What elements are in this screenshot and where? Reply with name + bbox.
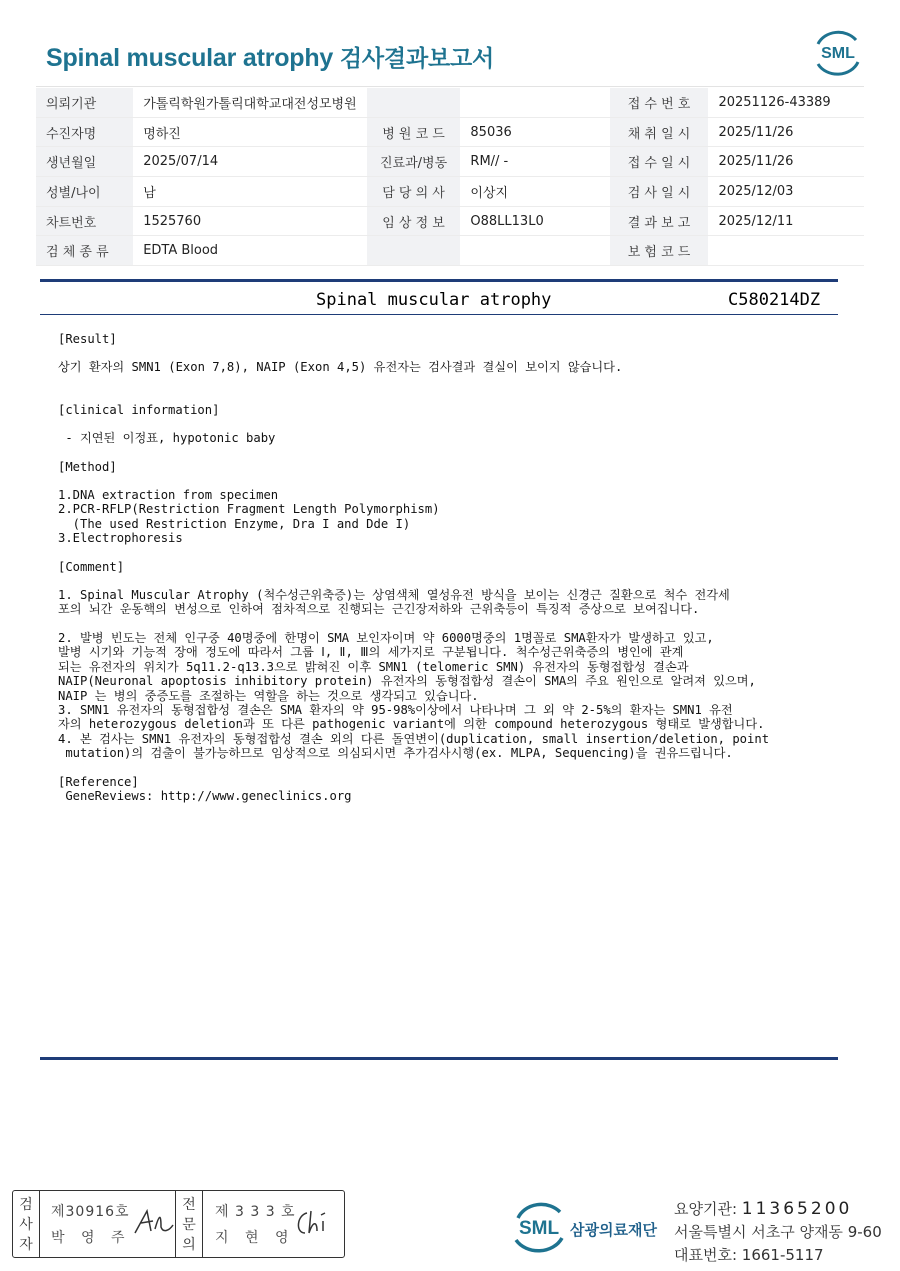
comment-line: 자의 heterozygous deletion과 또 다른 pathogenic variant에 의한 compound heterozygous 형태로 발생합니다. — [58, 717, 765, 732]
phone-label: 대표번호: — [674, 1246, 742, 1264]
clinical-heading: [clinical information] — [58, 402, 220, 417]
signature-id-2: 제 3 3 3 호 — [215, 1204, 296, 1220]
info-v3: 2025/11/26 — [708, 117, 864, 147]
phone — [674, 1244, 824, 1265]
info-row — [36, 206, 864, 236]
signature-name-2: 지 현 영 — [215, 1230, 295, 1246]
patient-info-table — [36, 88, 864, 266]
report-test-code: C580214DZ — [728, 290, 821, 310]
report-top-rule — [40, 279, 838, 282]
info-v1: 1525760 — [133, 206, 367, 236]
info-v2: 이상지 — [460, 177, 609, 207]
report-body — [58, 332, 838, 803]
signature-box — [12, 1190, 345, 1258]
signature-scribble-2-icon — [293, 1207, 339, 1239]
info-v1: EDTA Blood — [133, 236, 367, 266]
info-v3: 2025/12/03 — [708, 177, 864, 207]
info-v3: 2025/12/11 — [708, 206, 864, 236]
info-l2: 임 상 정 보 — [367, 206, 461, 236]
method-line: 2.PCR-RFLP(Restriction Fragment Length Polymorphism) — [58, 502, 440, 517]
comment-line: NAIP(Neuronal apoptosis inhibitory protein) 유전자의 동형접합성 결손이 SMA의 주요 원인으로 알려져 있으며, — [58, 674, 756, 689]
info-l1: 의뢰기관 — [36, 88, 133, 117]
signature-scribble-1-icon — [131, 1205, 175, 1239]
signature-label-cell-1 — [13, 1191, 40, 1257]
sml-logo-icon — [812, 30, 864, 76]
info-l1: 생년월일 — [36, 147, 133, 177]
info-v1: 명하진 — [133, 117, 367, 147]
result-heading: [Result] — [58, 332, 117, 346]
info-row — [36, 88, 864, 117]
signature-name-1: 박 영 주 — [51, 1230, 131, 1246]
info-v2: 85036 — [460, 117, 609, 147]
sml-footer-logo-icon — [510, 1198, 568, 1256]
info-l3: 채 취 일 시 — [610, 117, 709, 147]
report-bottom-rule — [40, 1057, 838, 1060]
comment-paragraph-1 — [58, 588, 838, 617]
signature-label-1: 검 사 자 — [19, 1197, 33, 1253]
header-divider — [36, 86, 864, 87]
info-v2: RM// - — [460, 147, 609, 177]
comment-line: 2. 발병 빈도는 전체 인구중 40명중에 한명이 SMA 보인자이며 약 6000명중의 1명꼴로 SMA환자가 발생하고 있고, — [58, 630, 714, 645]
info-v1: 2025/07/14 — [133, 147, 367, 177]
info-l2: 진료과/병동 — [367, 147, 461, 177]
title-korean: 검사결과보고서 — [339, 46, 495, 72]
info-l3: 검 사 일 시 — [610, 177, 709, 207]
phone-value: 1661-5117 — [741, 1246, 824, 1264]
address: 서울특별시 서초구 양재동 9-60 — [674, 1223, 882, 1241]
method-heading: [Method] — [58, 459, 117, 474]
info-l2: 담 당 의 사 — [367, 177, 461, 207]
comment-line: mutation)의 검출이 불가능하므로 임상적으로 의심되시면 추가검사시행(ex. MLPA, Sequencing)을 권유드립니다. — [58, 746, 733, 761]
comment-paragraph-2 — [58, 631, 838, 761]
info-row — [36, 177, 864, 207]
info-l1: 차트번호 — [36, 206, 133, 236]
info-l3: 보 험 코 드 — [610, 236, 709, 266]
info-v3 — [708, 236, 864, 266]
info-l2 — [367, 88, 461, 117]
info-l2 — [367, 236, 461, 266]
info-v1: 남 — [133, 177, 367, 207]
page-title — [46, 40, 494, 73]
info-row — [36, 117, 864, 147]
footer-logo-text: SML — [518, 1218, 560, 1239]
institution-code-label: 요양기관: — [674, 1200, 742, 1218]
reference-heading: [Reference] — [58, 774, 139, 789]
signature-id-1: 제30916호 — [51, 1204, 130, 1220]
method-line: 1.DNA extraction from specimen — [58, 488, 279, 503]
info-row — [36, 236, 864, 266]
title-english: Spinal muscular atrophy — [46, 44, 334, 72]
info-l3: 접 수 일 시 — [610, 147, 709, 177]
comment-line: 3. SMN1 유전자의 동형접합성 결손은 SMA 환자의 약 95-98%이상에서 나타나며 그 외 약 2-5%의 환자는 SMN1 유전 — [58, 702, 733, 717]
institution-code-value: 11365200 — [741, 1199, 853, 1219]
comment-line: 4. 본 검사는 SMN1 유전자의 동형접합성 결손 외의 다른 돌연변이(duplication, small insertion/deletion, point — [58, 731, 770, 746]
info-v3: 20251126-43389 — [708, 88, 864, 117]
logo-text: SML — [821, 45, 855, 62]
report-title-rule — [40, 314, 838, 315]
method-list — [58, 488, 838, 546]
clinical-text: - 지연된 이정표, hypotonic baby — [58, 431, 276, 446]
method-line: (The used Restriction Enzyme, Dra I and Dde I) — [58, 516, 411, 531]
comment-line: 되는 유전자의 위치가 5q11.2-q13.3으로 밝혀진 이후 SMN1 (telomeric SMN) 유전자의 동형접합성 결손과 — [58, 659, 689, 674]
comment-line: 발병 시기와 기능적 장애 정도에 따라서 그룹 Ⅰ, Ⅱ, Ⅲ의 세가지로 구분됩니다. 척수성근위축증의 병인에 관계 — [58, 645, 684, 660]
comment-heading: [Comment] — [58, 559, 125, 574]
signature-label-2: 전 문 의 — [182, 1197, 196, 1253]
info-v2 — [460, 88, 609, 117]
comment-line: NAIP 는 병의 중증도를 조절하는 역할을 하는 것으로 생각되고 있습니다. — [58, 688, 479, 703]
info-v3: 2025/11/26 — [708, 147, 864, 177]
info-l3: 접 수 번 호 — [610, 88, 709, 117]
result-text: 상기 환자의 SMN1 (Exon 7,8), NAIP (Exon 4,5) 유전자는 검사결과 결실이 보이지 않습니다. — [58, 360, 623, 375]
info-l1: 검 체 종 류 — [36, 236, 133, 266]
comment-line: 1. Spinal Muscular Atrophy (척수성근위축증)는 상염색체 열성유전 방식을 보이는 신경근 질환으로 척수 전각세 — [58, 588, 730, 603]
reference-text: GeneReviews: http://www.geneclinics.org — [58, 788, 352, 803]
info-row — [36, 147, 864, 177]
report-test-name: Spinal muscular atrophy — [316, 290, 552, 310]
foundation-name: 삼광의료재단 — [570, 1221, 657, 1239]
info-l1: 성별/나이 — [36, 177, 133, 207]
info-v2 — [460, 236, 609, 266]
info-l2: 병 원 코 드 — [367, 117, 461, 147]
comment-line: 포의 뇌간 운동핵의 변성으로 인하여 점차적으로 진행되는 근긴장저하와 근위축등이 특징적 증상으로 보여집니다. — [58, 602, 700, 617]
info-l3: 결 과 보 고 — [610, 206, 709, 236]
info-l1: 수진자명 — [36, 117, 133, 147]
info-v2: O88LL13L0 — [460, 206, 609, 236]
signature-label-cell-2 — [176, 1191, 203, 1257]
institution-code — [674, 1198, 852, 1219]
method-line: 3.Electrophoresis — [58, 531, 183, 546]
info-v1: 가톨릭학원가톨릭대학교대전성모병원 — [133, 88, 367, 117]
